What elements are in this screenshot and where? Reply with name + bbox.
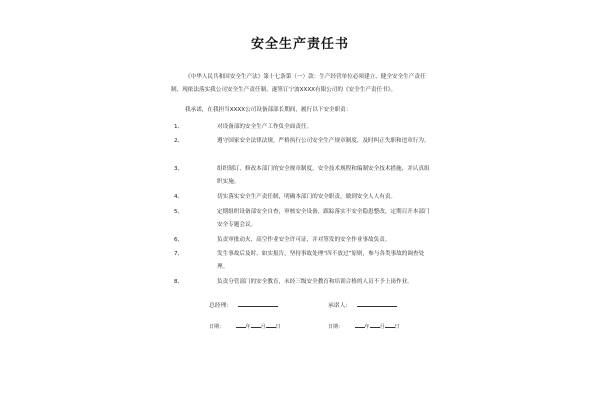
list-item (171, 191, 433, 204)
gm-signature-line (238, 299, 278, 307)
gm-date (209, 321, 281, 332)
item-number: 8、 (174, 279, 184, 285)
list-item (171, 135, 433, 148)
list-item (171, 163, 433, 189)
item-text: 遵守国家安全法律法规，严格执行公司安全生产规章制度，及时纠正失职和违章行为。 (217, 138, 430, 144)
item-text: 对设备部的安全生产工作负全面责任。 (217, 124, 313, 130)
day-label: 日 (394, 324, 400, 330)
list-item (171, 121, 433, 134)
item-text: 负责分管部门的安全教育，未经三级安全教育和培训合格的人员不予上岗作业。 (217, 279, 413, 285)
day-blank (266, 321, 276, 328)
intro-paragraph: 《中华人民共和国安全生产法》第十七条第（一）款：生产经营单位必须建立、健全安全生产责任制，现依法落实我公司安全生产责任制，遂签订宁波XXXX有限公司的《安全生产责任书》。 (171, 74, 426, 93)
month-label: 月 (260, 324, 266, 330)
year-label: 年 (245, 324, 251, 330)
month-blank (251, 321, 261, 328)
document-title: 安全生产责任书 (250, 37, 349, 52)
day-label: 日 (275, 324, 281, 330)
item-number: 6、 (174, 237, 184, 243)
item-number: 5、 (174, 209, 184, 215)
promisor-date (328, 321, 400, 332)
list-item (171, 248, 433, 274)
item-number: 7、 (174, 251, 184, 257)
year-label: 年 (364, 324, 370, 330)
promisor-label: 承诺人： (328, 303, 352, 309)
gm-label: 总经理： (209, 303, 233, 309)
list-item (171, 206, 433, 232)
item-number: 4、 (174, 194, 184, 200)
item-text: 定期组织设备部安全自查，审核安全设备，跟踪落实不安全隐患整改，定期召开本部门安全专题会议。 (217, 209, 430, 228)
item-text: 组织制订、修改本部门的安全规章制度，安全技术规程和编制安全技术措施，并认真组织实施。 (217, 166, 430, 185)
month-label: 月 (379, 324, 385, 330)
item-number: 1、 (174, 124, 184, 130)
commitment-paragraph: 我承诺，在我担当XXXX公司设备部部长期间，履行以下安全职责： (185, 107, 352, 113)
day-blank (385, 321, 395, 328)
promisor-signature (328, 299, 397, 312)
year-blank (236, 321, 246, 328)
list-item (171, 276, 433, 289)
item-number: 3、 (174, 166, 184, 172)
list-item (171, 234, 433, 247)
date-label: 日期： (209, 324, 225, 330)
year-blank (355, 321, 365, 328)
item-number: 2、 (174, 138, 184, 144)
item-text: 切实落实安全生产责任制，明确本部门的安全职责，做到安全人人有责。 (217, 194, 397, 200)
date-label: 日期： (328, 324, 344, 330)
gm-signature (209, 299, 278, 312)
item-text: 发生事故后及时、如实报告，坚持事故处理“四不放过”原则，参与各类事故的调查处理。 (217, 251, 425, 270)
promisor-signature-line (357, 299, 397, 307)
month-blank (370, 321, 380, 328)
item-text: 负责审批动火、高空作业安全许可证，并对签发的安全作业事故负责。 (217, 237, 391, 243)
